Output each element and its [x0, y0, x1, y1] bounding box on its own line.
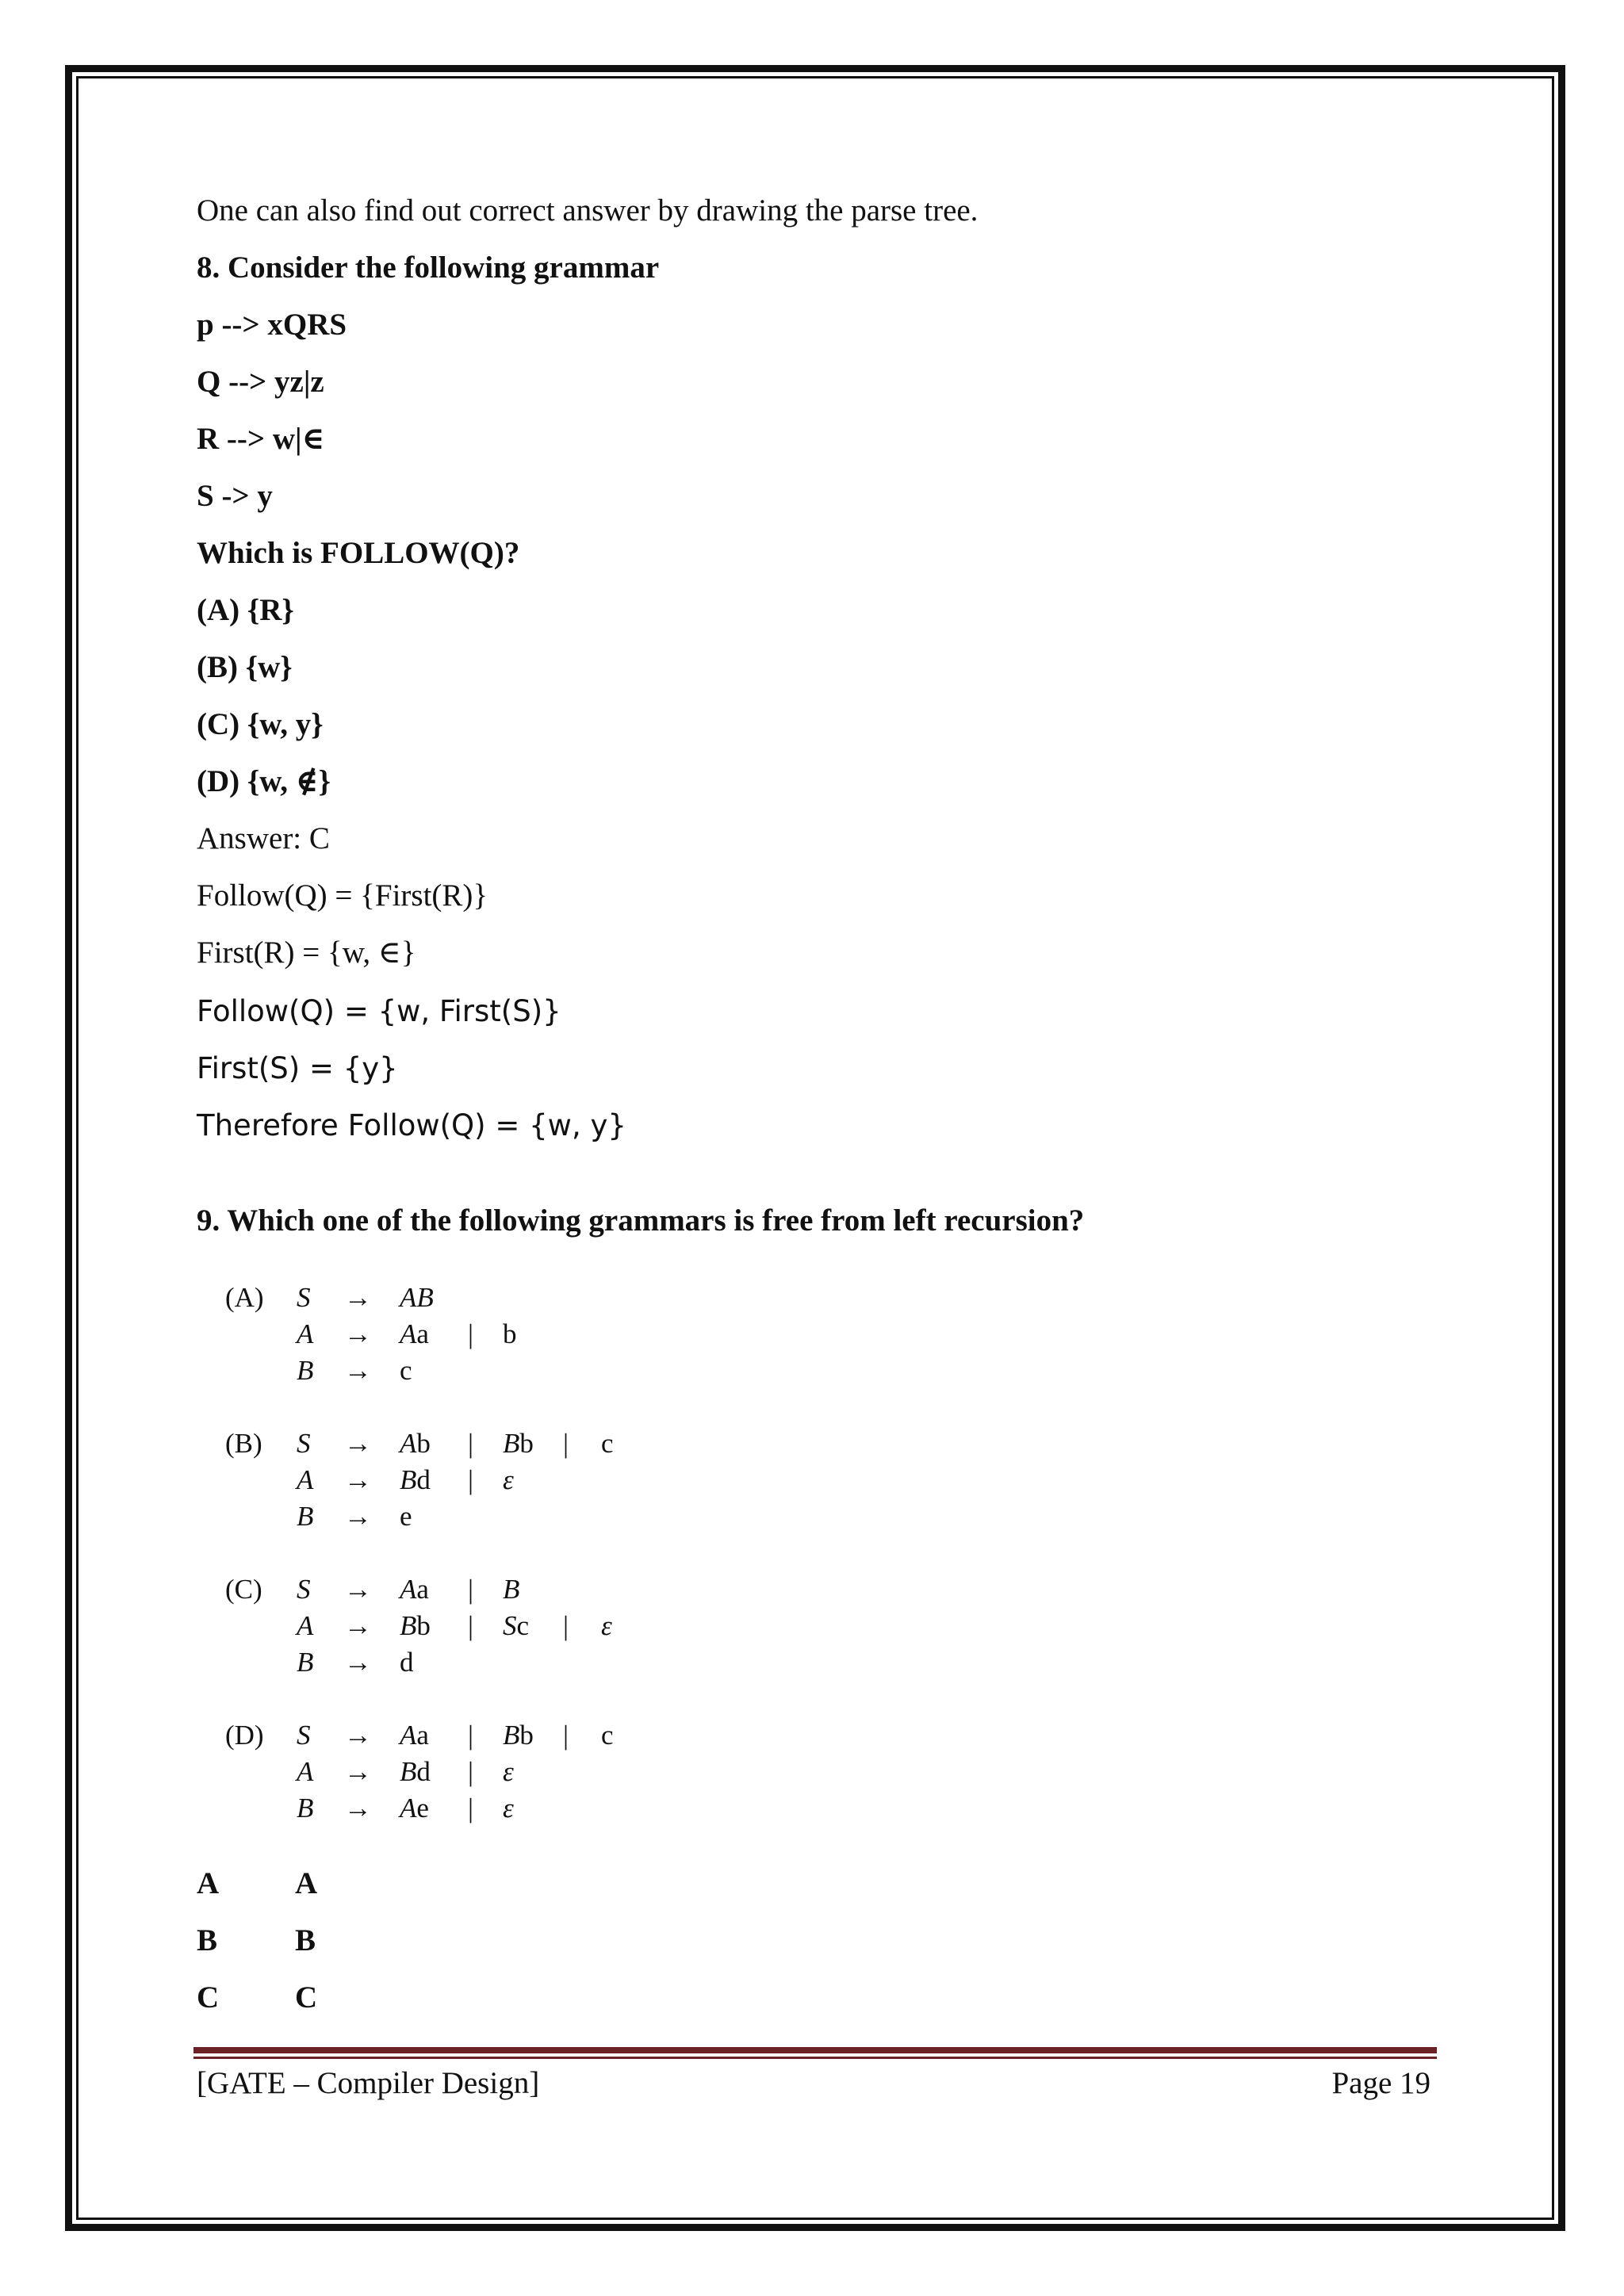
grammar-nonterminal: B — [297, 1501, 314, 1532]
grammar-alternative: Bb — [400, 1610, 431, 1641]
grammar-alternative: c — [601, 1428, 614, 1459]
grammar-alternative: d — [400, 1647, 414, 1678]
footer-divider — [193, 2047, 1437, 2053]
arrow-icon: → — [344, 1355, 372, 1386]
q8-rule: S -> y — [197, 479, 273, 513]
q9-choice-key: A — [197, 1866, 220, 1900]
grammar-alternative: ε — [503, 1756, 514, 1787]
q8-option: (C) {w, y} — [197, 707, 324, 741]
grammar-alternative: B — [503, 1574, 520, 1605]
grammar-alternative: Aa — [400, 1720, 429, 1751]
arrow-icon: → — [344, 1610, 372, 1641]
grammar-separator: | — [468, 1574, 474, 1605]
arrow-icon: → — [344, 1647, 372, 1678]
grammar-nonterminal: B — [297, 1793, 314, 1823]
grammar-nonterminal: A — [297, 1756, 314, 1787]
grammar-nonterminal: A — [297, 1318, 314, 1349]
q9-choice-key: C — [197, 1980, 220, 2015]
grammar-alternative: b — [503, 1318, 517, 1349]
grammar-separator: | — [468, 1756, 474, 1787]
footer-title: [GATE – Compiler Design] — [197, 2066, 540, 2100]
q8-question: Which is FOLLOW(Q)? — [197, 536, 520, 570]
grammar-alternative: Ae — [400, 1793, 429, 1823]
q8-title: 8. Consider the following grammar — [197, 251, 660, 285]
q8-option: (A) {R} — [197, 593, 294, 627]
grammar-alternative: c — [400, 1355, 412, 1386]
arrow-icon: → — [344, 1574, 372, 1605]
grammar-separator: | — [563, 1720, 569, 1751]
q8-rule: Q --> yz|z — [197, 365, 324, 399]
grammar-nonterminal: A — [297, 1464, 314, 1495]
grammar-nonterminal: B — [297, 1355, 314, 1386]
grammar-option-label: (C) — [225, 1574, 262, 1605]
q8-answer: Answer: C — [197, 821, 330, 855]
q8-rule: R --> w|∈ — [197, 422, 325, 456]
arrow-icon: → — [344, 1756, 372, 1787]
q8-work-line: Follow(Q) = {First(R)} — [197, 878, 488, 913]
grammar-nonterminal: B — [297, 1647, 314, 1678]
q9-choice-value: A — [295, 1866, 318, 1900]
grammar-nonterminal: S — [297, 1720, 311, 1751]
q9-choice-value: C — [295, 1980, 318, 2015]
grammar-nonterminal: S — [297, 1574, 311, 1605]
arrow-icon: → — [344, 1501, 372, 1532]
q8-work-line: Therefore Follow(Q) = {w, y} — [197, 1108, 626, 1142]
grammar-alternative: Bb — [503, 1428, 534, 1459]
grammar-separator: | — [563, 1428, 569, 1459]
grammar-alternative: e — [400, 1501, 412, 1532]
arrow-icon: → — [344, 1428, 372, 1459]
grammar-alternative: ε — [601, 1610, 612, 1641]
grammar-alternative: Bd — [400, 1464, 431, 1495]
grammar-alternative: Sc — [503, 1610, 530, 1641]
grammar-separator: | — [563, 1610, 569, 1641]
footer-divider-thin — [193, 2057, 1437, 2059]
grammar-alternative: Bb — [503, 1720, 534, 1751]
grammar-alternative: Ab — [400, 1428, 431, 1459]
arrow-icon: → — [344, 1793, 372, 1823]
grammar-alternative: c — [601, 1720, 614, 1751]
arrow-icon: → — [344, 1318, 372, 1349]
q8-work-line: First(S) = {y} — [197, 1051, 398, 1085]
page-number: Page 19 — [1331, 2066, 1431, 2100]
grammar-alternative: Bd — [400, 1756, 431, 1787]
arrow-icon: → — [344, 1720, 372, 1751]
grammar-alternative: Aa — [400, 1574, 429, 1605]
q8-rule: p --> xQRS — [197, 308, 347, 342]
arrow-icon: → — [344, 1282, 372, 1313]
grammar-option-label: (D) — [225, 1720, 264, 1751]
q9-choice-key: B — [197, 1923, 218, 1957]
grammar-nonterminal: S — [297, 1282, 311, 1313]
grammar-alternative: ε — [503, 1464, 514, 1495]
grammar-nonterminal: A — [297, 1610, 314, 1641]
q9-title: 9. Which one of the following grammars is free from left recursion? — [197, 1203, 1085, 1238]
q8-work-line: First(R) = {w, ∈} — [197, 936, 416, 970]
grammar-separator: | — [468, 1720, 474, 1751]
intro-text: One can also find out correct answer by drawing the parse tree. — [197, 193, 979, 228]
q8-option: (B) {w} — [197, 650, 293, 684]
grammar-separator: | — [468, 1428, 474, 1459]
grammar-separator: | — [468, 1318, 474, 1349]
grammar-alternative: ε — [503, 1793, 514, 1823]
grammar-option-label: (B) — [225, 1428, 262, 1459]
arrow-icon: → — [344, 1464, 372, 1495]
q8-work-line: Follow(Q) = {w, First(S)} — [197, 994, 561, 1028]
grammar-alternative: AB — [400, 1282, 434, 1313]
grammar-option-label: (A) — [225, 1282, 264, 1313]
q9-choice-value: B — [295, 1923, 316, 1957]
q8-option: (D) {w, ∉} — [197, 764, 331, 798]
grammar-alternative: Aa — [400, 1318, 429, 1349]
grammar-separator: | — [468, 1610, 474, 1641]
grammar-nonterminal: S — [297, 1428, 311, 1459]
grammar-separator: | — [468, 1464, 474, 1495]
grammar-separator: | — [468, 1793, 474, 1823]
